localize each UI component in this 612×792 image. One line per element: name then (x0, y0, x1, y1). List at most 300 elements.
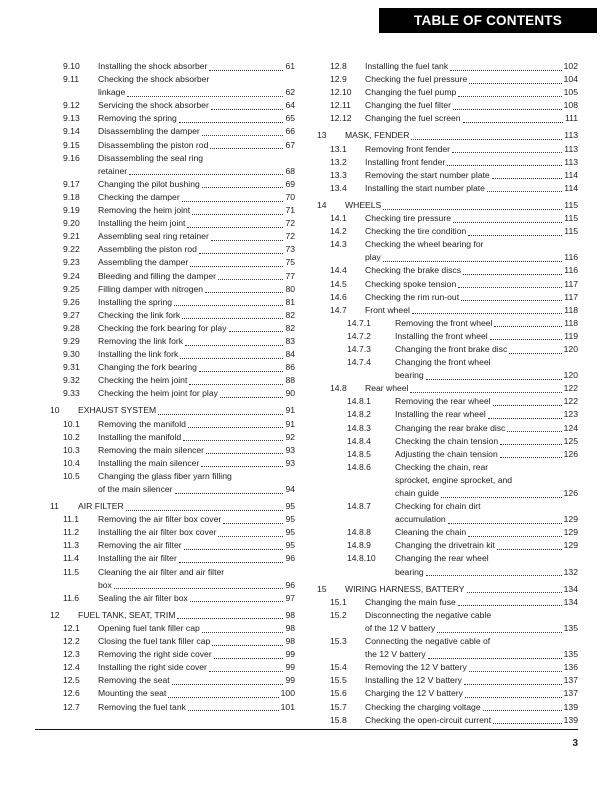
entry-body (98, 230, 295, 243)
entry-page-ref: 136 (563, 662, 578, 673)
entry-page-ref: 129 (563, 514, 578, 525)
dot-leader-icon (175, 493, 284, 494)
entry-body (78, 404, 295, 417)
entry-page-ref: 93 (285, 457, 295, 468)
entry-title-line: Installing the manifold (98, 431, 182, 442)
toc-entry[interactable] (50, 470, 295, 496)
entry-number: 9.26 (63, 296, 80, 307)
entry-last-line (365, 622, 578, 635)
toc-entry[interactable] (317, 448, 578, 461)
entry-last-line (98, 674, 295, 687)
entry-title-line: Checking the wheel bearing for (365, 239, 484, 250)
dot-leader-icon (464, 684, 562, 685)
entry-body (98, 348, 295, 361)
dot-leader-icon (210, 148, 283, 149)
entry-title-line: Checking the shock absorber (98, 74, 210, 85)
entry-title-line: Assembling the damper (98, 257, 189, 268)
entry-number: 13.1 (330, 143, 347, 154)
entry-page-ref: 95 (285, 501, 295, 512)
toc-entry[interactable] (317, 609, 578, 635)
toc-entry[interactable] (50, 256, 295, 269)
entry-page-ref: 115 (564, 199, 578, 210)
dot-leader-icon (452, 152, 562, 153)
dot-leader-icon (201, 466, 283, 467)
entry-title-line: Changing the front wheel (395, 357, 491, 368)
footer-rule (35, 729, 578, 730)
toc-entry[interactable] (317, 330, 578, 343)
toc-entry[interactable] (50, 687, 295, 700)
dot-leader-icon (180, 358, 283, 359)
toc-entry[interactable] (50, 374, 295, 387)
entry-title-line: Adjusting the chain tension (395, 448, 498, 459)
entry-title-line: Removing the air filter (98, 540, 182, 551)
toc-entry[interactable] (50, 457, 295, 470)
entry-last-line (98, 99, 295, 112)
dot-leader-icon (500, 444, 561, 445)
entry-title-line: Assembling seal ring retainer (98, 231, 209, 242)
toc-entry[interactable] (50, 513, 295, 526)
toc-entry[interactable] (317, 182, 578, 195)
toc-entry[interactable] (317, 382, 578, 395)
entry-title-line: Removing the 12 V battery (365, 662, 467, 673)
entry-page-ref: 77 (285, 270, 295, 281)
entry-title-line: bearing (395, 370, 424, 381)
toc-entry[interactable] (317, 60, 578, 73)
entry-page-ref: 129 (563, 540, 578, 551)
entry-page-ref: 134 (563, 596, 578, 607)
entry-number: 9.28 (63, 322, 80, 333)
entry-last-line (395, 487, 578, 500)
entry-page-ref: 117 (564, 278, 578, 289)
entry-title-line: Installing the spring (98, 296, 173, 307)
entry-body (365, 212, 578, 225)
toc-entry[interactable] (317, 714, 578, 727)
entry-last-line (98, 387, 295, 400)
dot-leader-icon (177, 618, 283, 619)
entry-last-line (98, 125, 295, 138)
entry-body (365, 112, 578, 125)
entry-last-line (395, 435, 578, 448)
entry-last-line (98, 60, 295, 73)
toc-chapter-entry[interactable] (317, 583, 578, 596)
entry-number: 12.8 (330, 61, 347, 71)
entry-page-ref: 92 (285, 431, 295, 442)
entry-last-line (98, 283, 295, 296)
toc-entry[interactable] (50, 60, 295, 73)
entry-number: 10 (50, 405, 60, 416)
entry-last-line (395, 513, 578, 526)
toc-entry[interactable] (317, 343, 578, 356)
entry-last-line (98, 687, 295, 700)
toc-entry[interactable] (50, 73, 295, 99)
entry-title-line: Cleaning the air filter and air filter (98, 566, 225, 577)
toc-entry[interactable] (317, 169, 578, 182)
entry-title-line: Checking spoke tension (365, 278, 457, 289)
dot-leader-icon (507, 431, 561, 432)
toc-entry[interactable] (50, 444, 295, 457)
entry-page-ref: 62 (285, 87, 295, 98)
entry-number: 9.25 (63, 283, 80, 294)
toc-entry[interactable] (317, 408, 578, 421)
entry-body (365, 238, 578, 264)
toc-column-right (317, 60, 578, 727)
entry-page-ref: 137 (563, 675, 578, 686)
entry-title-line: Checking the rim run-out (365, 291, 460, 302)
dot-leader-icon (211, 240, 284, 241)
entry-title-line: Checking for chain dirt (395, 501, 481, 512)
toc-entry[interactable] (50, 296, 295, 309)
entry-page-ref: 115 (564, 226, 578, 237)
toc-entry[interactable] (50, 566, 295, 592)
toc-entry[interactable] (50, 270, 295, 283)
entry-title-line: MASK, FENDER (345, 130, 410, 141)
entry-body (98, 112, 295, 125)
entry-last-line (365, 99, 578, 112)
toc-entry[interactable] (317, 395, 578, 408)
entry-page-ref: 65 (285, 113, 295, 124)
toc-entry[interactable] (50, 309, 295, 322)
dot-leader-icon (129, 174, 283, 175)
toc-entry[interactable] (50, 204, 295, 217)
toc-entry[interactable] (50, 99, 295, 112)
entry-page-ref: 132 (563, 566, 578, 577)
entry-body (365, 264, 578, 277)
toc-chapter-entry[interactable] (317, 129, 578, 142)
dot-leader-icon (410, 392, 561, 393)
entry-last-line (395, 330, 578, 343)
entry-number: 13.2 (330, 156, 347, 167)
entry-page-ref: 98 (285, 622, 295, 633)
entry-title-line: Installing the air filter (98, 553, 177, 564)
toc-entry[interactable] (317, 356, 578, 382)
entry-last-line (98, 483, 295, 496)
dot-leader-icon (212, 645, 283, 646)
entry-title-line: Installing the heim joint (98, 218, 186, 229)
toc-entry[interactable] (317, 674, 578, 687)
entry-number: 12.4 (63, 662, 80, 673)
entry-body (98, 539, 295, 552)
entry-page-ref: 124 (563, 422, 578, 433)
entry-number: 9.19 (63, 205, 80, 216)
toc-entry[interactable] (50, 361, 295, 374)
entry-body (365, 674, 578, 687)
toc-entry[interactable] (317, 596, 578, 609)
entry-number: 14.3 (330, 239, 347, 250)
entry-page-ref: 88 (285, 375, 295, 386)
dot-leader-icon (229, 331, 284, 332)
dot-leader-icon (183, 440, 283, 441)
entry-body (395, 461, 578, 500)
entry-last-line (365, 661, 578, 674)
toc-entry[interactable] (50, 335, 295, 348)
toc-entry[interactable] (50, 230, 295, 243)
toc-entry[interactable] (50, 139, 295, 152)
entry-last-line (365, 60, 578, 73)
entry-page-ref: 98 (285, 636, 295, 647)
toc-entry[interactable] (50, 178, 295, 191)
entry-last-line (98, 622, 295, 635)
entry-page-ref: 118 (564, 304, 578, 315)
entry-title-line: Changing the front brake disc (395, 343, 508, 354)
entry-title-line: Removing the spring (98, 113, 177, 124)
entry-number: 10.3 (63, 444, 80, 455)
entry-number: 14.8.2 (347, 409, 371, 420)
entry-page-ref: 80 (285, 283, 295, 294)
toc-entry[interactable] (317, 317, 578, 330)
entry-last-line (365, 73, 578, 86)
entry-last-line (395, 408, 578, 421)
toc-entry[interactable] (317, 461, 578, 500)
toc-entry[interactable] (317, 701, 578, 714)
entry-title-line: Checking the damper (98, 191, 180, 202)
toc-entry[interactable] (317, 661, 578, 674)
entry-last-line (98, 635, 295, 648)
entry-title-line: Installing the fuel tank (365, 61, 449, 71)
toc-entry[interactable] (317, 291, 578, 304)
toc-columns (50, 60, 578, 727)
toc-entry[interactable] (317, 112, 578, 125)
entry-number: 11 (50, 501, 59, 512)
toc-entry[interactable] (50, 552, 295, 565)
entry-number: 12.10 (330, 87, 352, 98)
toc-entry[interactable] (50, 418, 295, 431)
dot-leader-icon (185, 345, 283, 346)
entry-number: 12.3 (63, 649, 80, 660)
entry-body (365, 291, 578, 304)
entry-body (98, 125, 295, 138)
entry-body (395, 330, 578, 343)
entry-title-line: Checking the charging voltage (365, 701, 481, 712)
toc-entry[interactable] (50, 191, 295, 204)
dot-leader-icon (218, 279, 283, 280)
entry-title-line: Cleaning the chain (395, 527, 467, 538)
entry-body (98, 335, 295, 348)
entry-page-ref: 91 (285, 418, 295, 429)
entry-title-line: Checking the fuel pressure (365, 74, 468, 85)
entry-page-ref: 108 (563, 100, 578, 111)
entry-page-ref: 93 (285, 444, 295, 455)
dot-leader-icon (509, 353, 561, 354)
entry-last-line (98, 178, 295, 191)
entry-page-ref: 95 (285, 540, 295, 551)
dot-leader-icon (179, 122, 284, 123)
toc-entry[interactable] (50, 674, 295, 687)
dot-leader-icon (127, 96, 283, 97)
toc-entry[interactable] (50, 431, 295, 444)
toc-entry[interactable] (317, 225, 578, 238)
entry-title-line: Checking the link fork (98, 309, 181, 320)
entry-body (98, 457, 295, 470)
entry-number: 14.8.5 (347, 448, 371, 459)
dot-leader-icon (441, 497, 562, 498)
dot-leader-icon (211, 109, 284, 110)
dot-leader-icon (158, 414, 283, 415)
toc-entry[interactable] (317, 73, 578, 86)
dot-leader-icon (469, 671, 562, 672)
dot-leader-icon (428, 658, 562, 659)
entry-last-line (98, 348, 295, 361)
entry-page-ref: 123 (563, 409, 578, 420)
toc-entry[interactable] (317, 552, 578, 578)
entry-title-line: Checking the brake discs (365, 265, 462, 276)
toc-entry[interactable] (317, 264, 578, 277)
dot-leader-icon (383, 209, 562, 210)
entry-number: 9.24 (63, 270, 80, 281)
entry-title-line: Checking the heim joint (98, 375, 188, 386)
toc-entry[interactable] (50, 217, 295, 230)
toc-entry[interactable] (317, 278, 578, 291)
toc-chapter-entry[interactable] (50, 609, 295, 622)
toc-entry[interactable] (317, 687, 578, 700)
entry-number: 14.7.3 (347, 343, 371, 354)
entry-title-line: Installing the air filter box cover (98, 527, 217, 538)
entry-page-ref: 90 (285, 388, 295, 399)
toc-entry[interactable] (317, 435, 578, 448)
entry-title-line: Removing the air filter box cover (98, 514, 222, 525)
entry-page-ref: 125 (563, 435, 578, 446)
page-number: 3 (572, 738, 578, 749)
entry-page-ref: 72 (285, 218, 295, 229)
entry-page-ref: 113 (564, 156, 578, 167)
entry-title-line: Removing front fender (365, 143, 451, 154)
entry-number: 14 (317, 199, 327, 210)
entry-number: 14.5 (330, 278, 347, 289)
entry-number: 9.27 (63, 309, 80, 320)
toc-entry[interactable] (317, 143, 578, 156)
entry-title-line: Checking the fork bearing for play (98, 322, 227, 333)
dot-leader-icon (483, 710, 562, 711)
toc-entry[interactable] (317, 422, 578, 435)
toc-entry[interactable] (317, 99, 578, 112)
entry-body (98, 635, 295, 648)
entry-number: 11.2 (63, 527, 80, 538)
toc-entry[interactable] (317, 156, 578, 169)
toc-chapter-entry[interactable] (317, 199, 578, 212)
entry-title-line: Opening fuel tank filler cap (98, 622, 200, 633)
entry-page-ref: 72 (285, 231, 295, 242)
toc-entry[interactable] (50, 592, 295, 605)
entry-body (365, 99, 578, 112)
entry-last-line (98, 513, 295, 526)
dot-leader-icon (493, 723, 562, 724)
toc-entry[interactable] (50, 635, 295, 648)
entry-page-ref: 117 (564, 291, 578, 302)
toc-entry[interactable] (50, 112, 295, 125)
entry-number: 14.8.1 (347, 396, 371, 407)
toc-entry[interactable] (317, 86, 578, 99)
entry-number: 14.4 (330, 265, 347, 276)
entry-page-ref: 66 (285, 126, 295, 137)
entry-number: 10.1 (63, 418, 80, 429)
dot-leader-icon (497, 549, 562, 550)
toc-entry[interactable] (317, 526, 578, 539)
entry-number: 11.5 (63, 566, 80, 577)
entry-page-ref: 95 (285, 527, 295, 538)
entry-title-line: linkage (98, 87, 126, 98)
dot-leader-icon (188, 427, 284, 428)
entry-number: 9.23 (63, 257, 80, 268)
entry-number: 14.7.2 (347, 330, 371, 341)
toc-entry[interactable] (50, 387, 295, 400)
entry-page-ref: 82 (285, 322, 295, 333)
toc-chapter-entry[interactable] (50, 500, 295, 513)
toc-entry[interactable] (50, 283, 295, 296)
entry-number: 15.1 (330, 596, 347, 607)
entry-title-line: Checking the tire condition (365, 226, 467, 237)
entry-number: 9.20 (63, 218, 80, 229)
entry-title-line: Installing the main silencer (98, 457, 200, 468)
entry-last-line (365, 648, 578, 661)
entry-number: 11.3 (63, 540, 80, 551)
entry-page-ref: 94 (285, 484, 295, 494)
entry-page-ref: 139 (563, 714, 578, 725)
entry-number: 11.6 (63, 592, 80, 603)
entry-page-ref: 126 (563, 488, 578, 498)
toc-entry[interactable] (317, 238, 578, 264)
toc-entry[interactable] (317, 212, 578, 225)
dot-leader-icon (450, 70, 562, 71)
toc-entry[interactable] (50, 526, 295, 539)
entry-title-line: Checking the chain, rear (395, 461, 489, 472)
toc-entry[interactable] (50, 348, 295, 361)
toc-entry[interactable] (50, 322, 295, 335)
entry-title-line: Changing the fuel filter (365, 100, 451, 111)
toc-entry[interactable] (50, 125, 295, 138)
toc-entry[interactable] (50, 622, 295, 635)
entry-page-ref: 100 (280, 688, 295, 699)
toc-entry[interactable] (50, 648, 295, 661)
entry-body (98, 470, 295, 496)
entry-page-ref: 86 (285, 362, 295, 373)
toc-entry[interactable] (50, 243, 295, 256)
entry-last-line (365, 714, 578, 727)
entry-body (365, 596, 578, 609)
entry-title-line: Removing the start number plate (365, 169, 490, 180)
entry-title-line: Disassembling the seal ring (98, 152, 204, 163)
entry-last-line (365, 291, 578, 304)
entry-number: 15 (317, 583, 327, 594)
toc-entry[interactable] (50, 152, 295, 178)
toc-entry[interactable] (317, 500, 578, 526)
entry-last-line (395, 369, 578, 382)
toc-entry[interactable] (317, 539, 578, 552)
entry-last-line (98, 191, 295, 204)
toc-entry[interactable] (317, 635, 578, 661)
toc-entry[interactable] (50, 701, 295, 714)
entry-number: 14.7.1 (347, 317, 371, 328)
dot-leader-icon (126, 510, 284, 511)
toc-entry[interactable] (50, 661, 295, 674)
toc-entry[interactable] (50, 539, 295, 552)
entry-page-ref: 116 (564, 252, 578, 263)
page-header-banner (379, 8, 597, 33)
entry-page-ref: 75 (285, 257, 295, 268)
entry-last-line (365, 212, 578, 225)
entry-number: 10.5 (63, 470, 80, 481)
dot-leader-icon (487, 191, 562, 192)
entry-page-ref: 114 (564, 182, 578, 193)
entry-page-ref: 71 (285, 205, 295, 216)
entry-last-line (98, 86, 295, 99)
entry-last-line (98, 204, 295, 217)
toc-entry[interactable] (317, 304, 578, 317)
entry-body (98, 648, 295, 661)
entry-title-line: Filling damper with nitrogen (98, 283, 204, 294)
entry-body (98, 418, 295, 431)
entry-title-line: Installing the front wheel (395, 330, 488, 341)
entry-title-line: Installing the link fork (98, 349, 179, 360)
toc-chapter-entry[interactable] (50, 404, 295, 417)
